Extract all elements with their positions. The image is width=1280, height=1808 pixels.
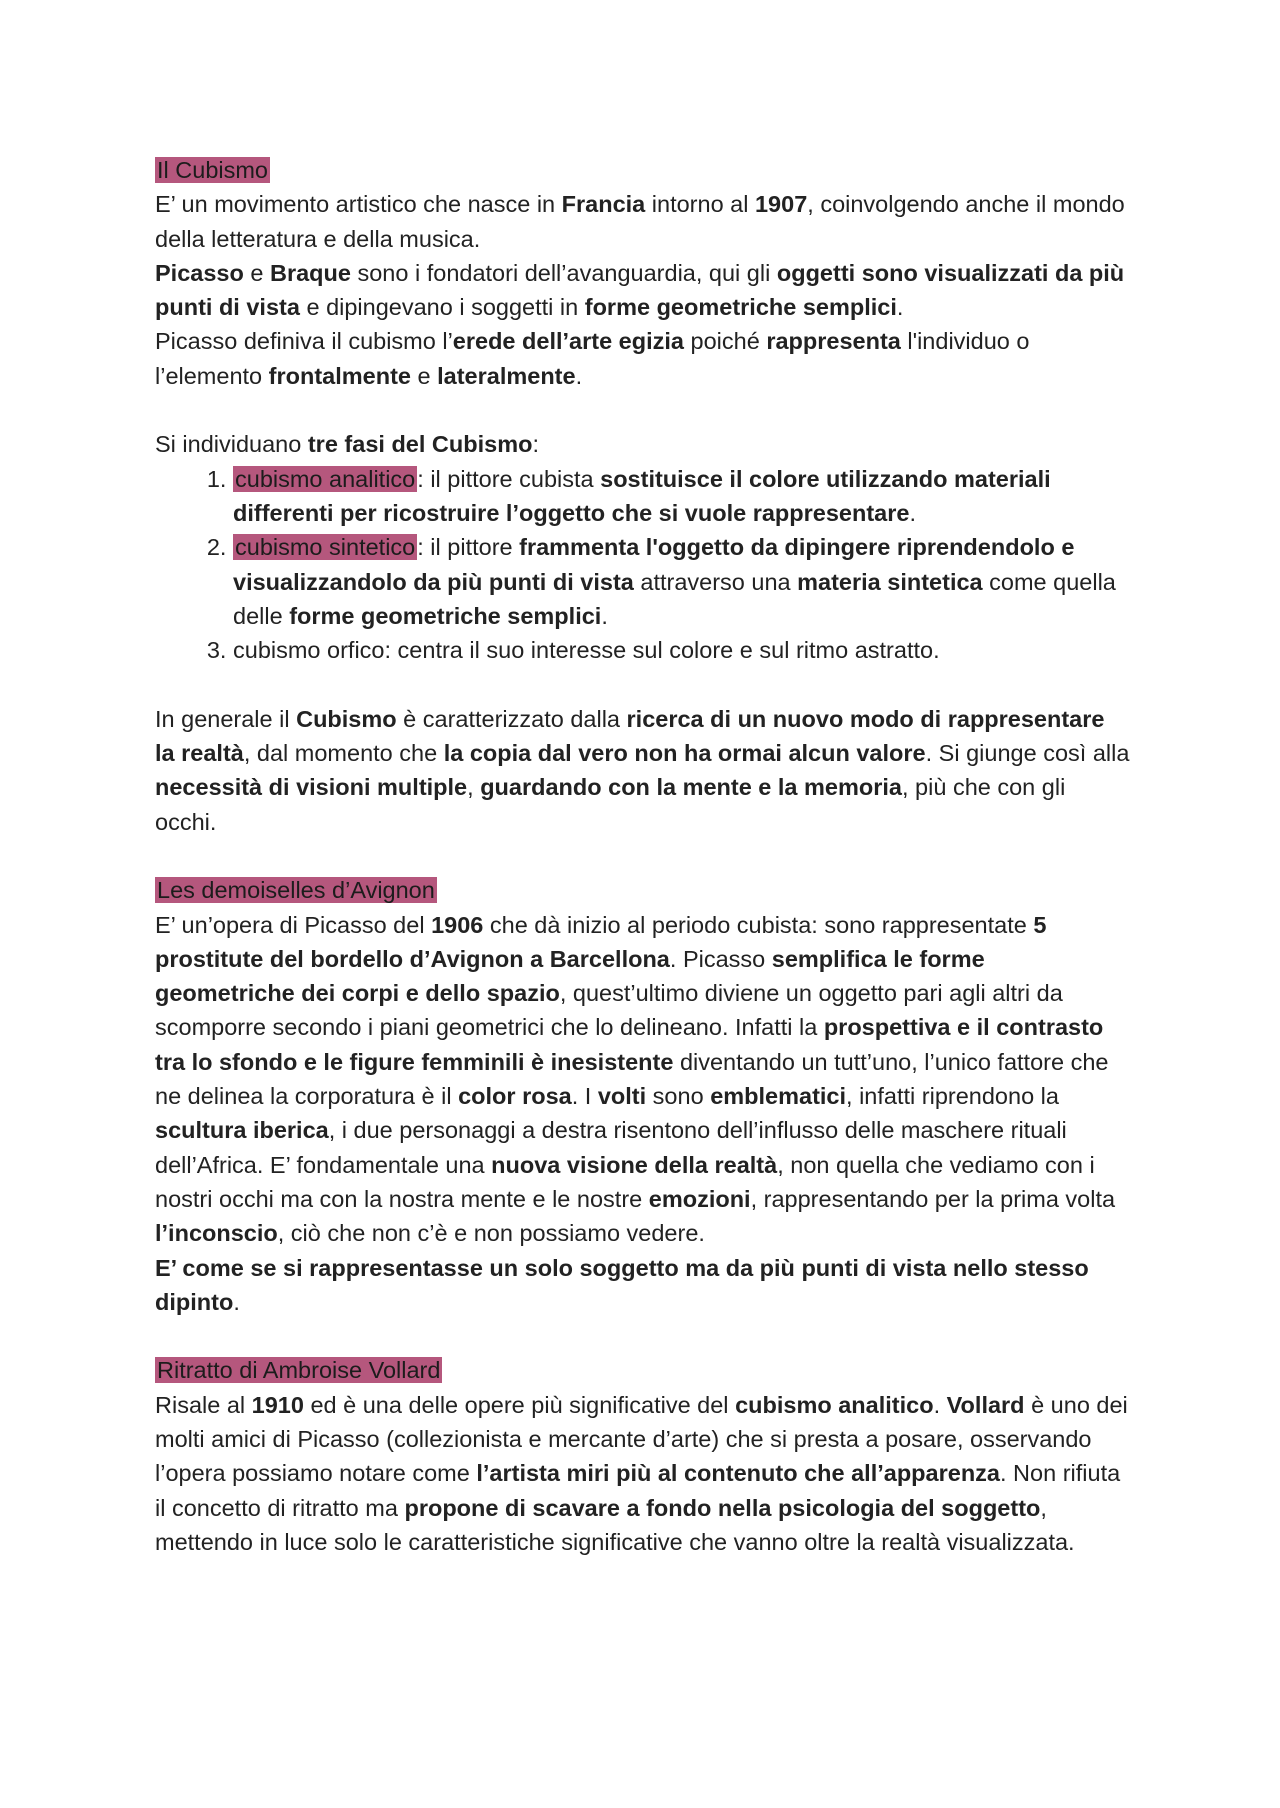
bold-text: 5 prostitute del bordello d’Avignon a Barcellona bbox=[155, 911, 1047, 972]
bold-text: forme geometriche semplici bbox=[289, 602, 602, 629]
bold-text: materia sintetica bbox=[797, 568, 983, 595]
bold-text: color rosa bbox=[458, 1083, 572, 1110]
bold-text: emblematici bbox=[710, 1083, 847, 1110]
spacer bbox=[155, 393, 1130, 427]
list-item: 1. cubismo analitico: il pittore cubista sostituisce il colore utilizzando materiali differenti per ricostruire l’oggetto che si vuole rappresentare. bbox=[233, 462, 1130, 531]
bold-text: 1906 bbox=[431, 911, 484, 938]
bold-text: guardando con la mente e la memoria bbox=[480, 774, 902, 801]
bold-text: frammenta l'oggetto da dipingere riprendendolo e visualizzandolo da più punti di vista bbox=[233, 534, 1075, 595]
highlighted-term: cubismo analitico bbox=[235, 465, 416, 492]
bold-text: sostituisce il colore utilizzando materiali differenti per ricostruire l’oggetto che si vuole rappresentare bbox=[233, 465, 1051, 526]
heading-highlight: Les demoiselles d’Avignon bbox=[157, 877, 435, 904]
highlighted-term: cubismo sintetico bbox=[235, 534, 416, 561]
bold-text: prospettiva e il contrasto tra lo sfondo e le figure femminili è inesistente bbox=[155, 1014, 1104, 1075]
paragraph: Picasso definiva il cubismo l’erede dell’arte egizia poiché rappresenta l'individuo o l’elemento frontalmente e lateralmente. bbox=[155, 328, 1030, 389]
bold-text: cubismo analitico bbox=[735, 1391, 934, 1418]
bold-text: 1907 bbox=[754, 191, 808, 218]
list-item: 3. cubismo orfico: centra il suo interesse sul colore e sul ritmo astratto. bbox=[233, 633, 1130, 667]
spacer bbox=[155, 667, 1130, 701]
paragraph: E’ un’opera di Picasso del 1906 che dà inizio al periodo cubista: sono rappresentate 5 prostitute del bordello d’Avignon a Barcellona. Picasso semplifica le forme geometriche dei corpi e dello spazio, quest’ultimo diviene un oggetto pari agli altri da scomporre secondo i piani geometrici che lo delineano. Infatti la prospettiva e il contrasto tra lo sfondo e le figure femminili è inesistente diventando un tutt’uno, l’unico fattore che ne delinea la corporatura è il color rosa. I volti sono emblematici, infatti riprendono la scultura iberica, i due personaggi a destra risentono dell’influsso delle maschere rituali dell’Africa. E’ fondamentale una nuova visione della realtà, non quella che vediamo con i nostri occhi ma con la nostra mente e le nostre emozioni, rappresentando per la prima volta l’inconscio, ciò che non c’è e non possiamo vedere. bbox=[155, 911, 1116, 1247]
heading-vollard bbox=[155, 1353, 1130, 1387]
bold-text: l’artista miri più al contenuto che all’apparenza bbox=[476, 1460, 1000, 1487]
heading-cubismo bbox=[155, 153, 1130, 187]
bold-text: Cubismo bbox=[296, 705, 397, 732]
bold-text: ricerca di un nuovo modo di rappresentare la realtà bbox=[155, 705, 1105, 767]
paragraph: Picasso e Braque sono i fondatori dell’avanguardia, qui gli oggetti sono visualizzati da più punti di vista e dipingevano i soggetti in forme geometriche semplici. bbox=[155, 259, 1125, 321]
bold-text: Vollard bbox=[946, 1391, 1025, 1418]
bold-text: la copia dal vero non ha ormai alcun valore bbox=[443, 740, 926, 767]
bold-text: volti bbox=[597, 1083, 647, 1110]
paragraph: Si individuano tre fasi del Cubismo: bbox=[155, 431, 539, 458]
spacer bbox=[155, 839, 1130, 873]
paragraph: Risale al 1910 ed è una delle opere più significative del cubismo analitico. Vollard è uno dei molti amici di Picasso (collezionista e mercante d’arte) che si presta a posare, osservando l’opera possiamo notare come l’artista miri più al contenuto che all’apparenza. Non rifiuta il concetto di ritratto ma propone di scavare a fondo nella psicologia del soggetto, mettendo in luce solo le caratteristiche significative che vanno oltre la realtà visualizzata. bbox=[155, 1391, 1128, 1555]
list-item: 2. cubismo sintetico: il pittore frammenta l'oggetto da dipingere riprendendolo e visualizzandolo da più punti di vista attraverso una materia sintetica come quella delle forme geometriche semplici. bbox=[233, 530, 1130, 633]
bold-text: frontalmente bbox=[268, 362, 411, 389]
paragraph: E’ come se si rappresentasse un solo soggetto ma da più punti di vista nello stesso dipinto. bbox=[155, 1254, 1089, 1315]
bold-text: scultura iberica bbox=[155, 1117, 329, 1144]
bold-text: nuova visione della realtà bbox=[491, 1151, 778, 1178]
bold-text: Braque bbox=[269, 259, 351, 286]
heading-highlight: Ritratto di Ambroise Vollard bbox=[157, 1357, 441, 1384]
heading-highlight: Il Cubismo bbox=[157, 157, 269, 183]
bold-text: E’ come se si rappresentasse un solo soggetto ma da più punti di vista nello stesso dipinto bbox=[155, 1254, 1089, 1315]
bold-text: oggetti sono visualizzati da più punti di vista bbox=[155, 259, 1125, 321]
bold-text: emozioni bbox=[648, 1185, 751, 1212]
bold-text: necessità di visioni multiple bbox=[155, 774, 468, 801]
paragraph: In generale il Cubismo è caratterizzato dalla ricerca di un nuovo modo di rappresentare la realtà, dal momento che la copia dal vero non ha ormai alcun valore. Si giunge così alla necessità di visioni multiple, guardando con la mente e la memoria, più che con gli occhi. bbox=[155, 705, 1130, 835]
bold-text: erede dell’arte egizia bbox=[452, 328, 684, 355]
bold-text: forme geometriche semplici bbox=[584, 294, 897, 321]
spacer bbox=[155, 1319, 1130, 1353]
bold-text: rappresenta bbox=[766, 328, 901, 355]
bold-text: lateralmente bbox=[437, 362, 576, 389]
bold-text: tre fasi del Cubismo bbox=[307, 431, 533, 458]
bold-text: semplifica le forme geometriche dei corpi e dello spazio bbox=[155, 945, 985, 1007]
bold-text: propone di scavare a fondo nella psicologia del soggetto bbox=[404, 1494, 1041, 1521]
heading-demoiselles bbox=[155, 873, 1130, 907]
bold-text: l’inconscio bbox=[155, 1220, 278, 1247]
bold-text: Francia bbox=[561, 191, 646, 218]
paragraph: E’ un movimento artistico che nasce in Francia intorno al 1907, coinvolgendo anche il mondo della letteratura e della musica. bbox=[155, 191, 1125, 252]
bold-text: Picasso bbox=[155, 259, 244, 286]
bold-text: 1910 bbox=[251, 1391, 304, 1418]
phases-list bbox=[155, 462, 1130, 668]
